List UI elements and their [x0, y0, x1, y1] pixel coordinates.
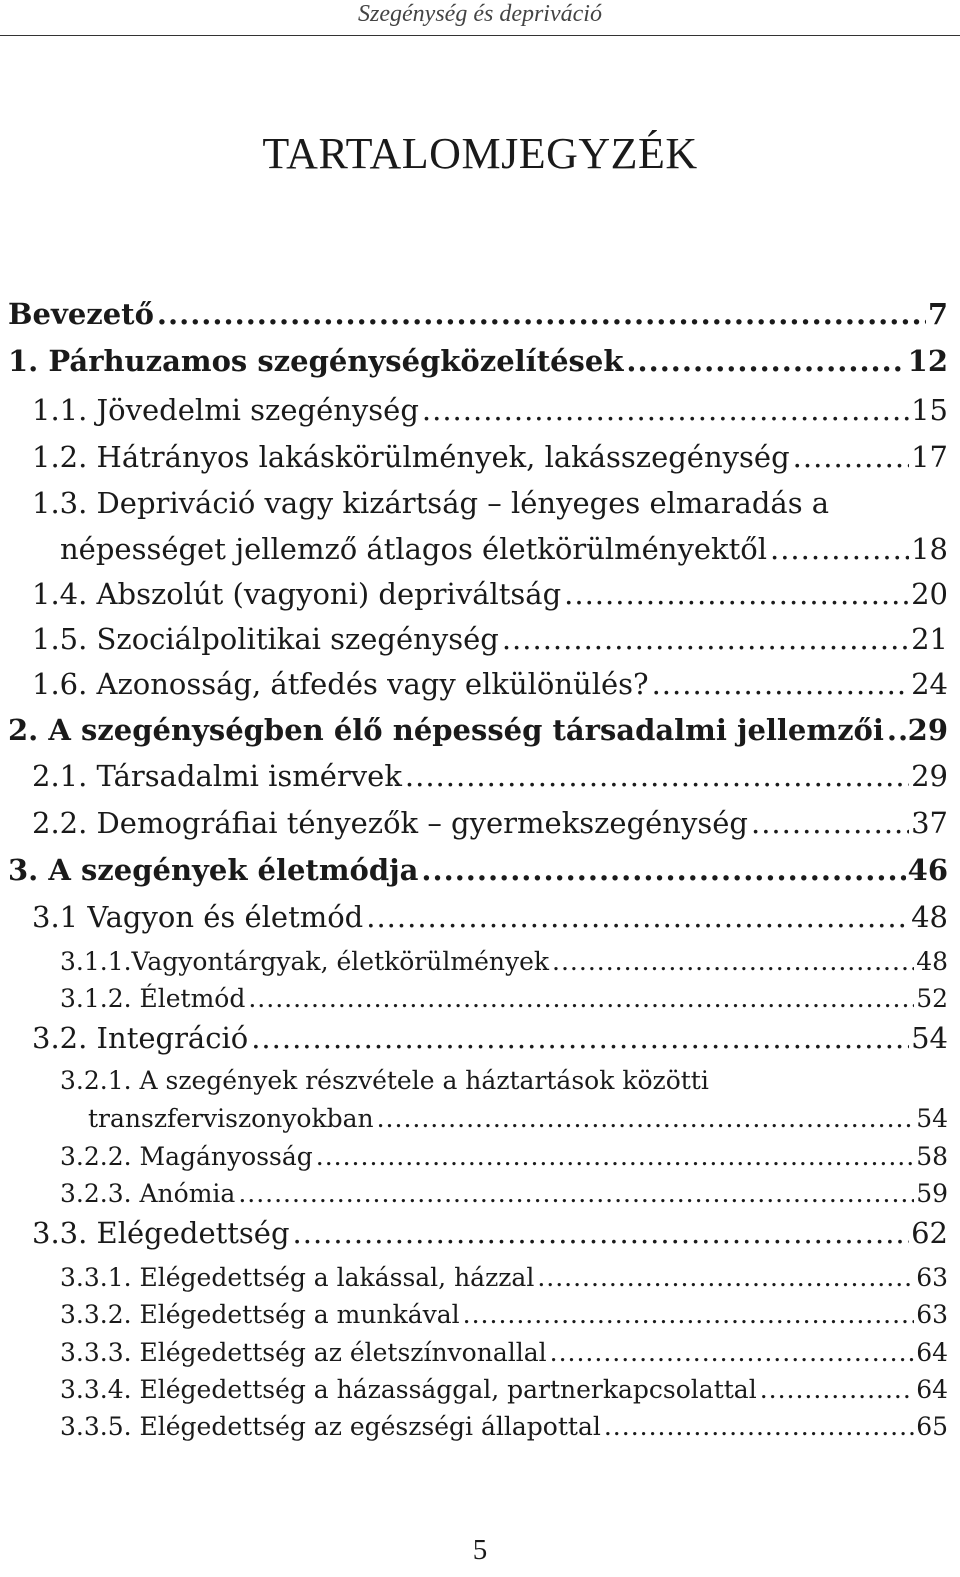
toc-entry-page: 64	[916, 1375, 948, 1404]
toc-entry-title: 3.3.1. Elégedettség a lakással, házzal	[60, 1263, 535, 1292]
toc-entry-page: 48	[911, 900, 948, 934]
toc-entry-page: 58	[916, 1142, 948, 1171]
toc-entry[interactable]	[32, 900, 948, 934]
toc-entry-page: 24	[911, 667, 948, 701]
dot-leader	[564, 577, 909, 611]
dot-leader	[422, 393, 909, 427]
toc-entry-page: 65	[916, 1412, 948, 1441]
toc-entry-title: Bevezető	[8, 297, 154, 331]
toc-entry-title: 2.2. Demográfiai tényezők – gyermekszegénység	[32, 806, 748, 840]
dot-leader	[316, 1142, 914, 1171]
toc-entry[interactable]	[60, 1412, 948, 1441]
toc-entry-page: 29	[907, 713, 948, 747]
toc-entry-title: 3.1.1.Vagyontárgyak, életkörülmények	[60, 947, 550, 976]
dot-leader	[293, 1216, 910, 1250]
toc-entry-page: 63	[916, 1300, 948, 1329]
running-header-title: Szegénység és depriváció	[358, 1, 602, 27]
toc-entry-page: 62	[911, 1216, 948, 1250]
dot-leader	[770, 532, 909, 566]
toc-entry-page: 20	[911, 577, 948, 611]
dot-leader	[552, 947, 914, 976]
toc-entry-title: 1.4. Abszolút (vagyoni) depriváltság	[32, 577, 562, 611]
dot-leader	[405, 759, 909, 793]
toc-entry-page: 54	[911, 1021, 948, 1055]
dot-leader	[604, 1412, 914, 1441]
dot-leader	[793, 440, 909, 474]
toc-entry-page: 21	[911, 622, 948, 656]
toc-entry[interactable]	[60, 1300, 948, 1329]
toc-entry-title: transzferviszonyokban	[88, 1104, 374, 1133]
toc-entry-page: 12	[907, 344, 948, 378]
dot-leader	[463, 1300, 915, 1329]
toc-entry-title-line1: 1.3. Depriváció vagy kizártság – lényeges elmaradás a	[32, 486, 830, 520]
toc-entry-page: 63	[916, 1263, 948, 1292]
toc-entry-title: 1.5. Szociálpolitikai szegénység	[32, 622, 499, 656]
toc-entry[interactable]	[8, 344, 948, 378]
toc-entry-page: 52	[916, 984, 948, 1013]
toc-entry-title: 3.1 Vagyon és életmód	[32, 900, 364, 934]
toc-entry-title: 1.6. Azonosság, átfedés vagy elkülönülés?	[32, 667, 649, 701]
dot-leader	[626, 344, 905, 378]
dot-leader	[652, 667, 910, 701]
toc-entry[interactable]	[32, 1216, 948, 1250]
toc-entry-title: 2. A szegénységben élő népesség társadalmi jellemzői	[8, 713, 884, 747]
toc-entry-title: 3.3.4. Elégedettség a házassággal, partnerkapcsolattal	[60, 1375, 757, 1404]
toc-entry-page: 48	[916, 947, 948, 976]
dot-leader	[550, 1338, 915, 1367]
toc-entry-page: 37	[911, 806, 948, 840]
dot-leader	[251, 1021, 909, 1055]
toc-entry-title-line1: 3.2.1. A szegények részvétele a háztartások közötti	[60, 1066, 709, 1095]
toc-entry-title: 3.3.5. Elégedettség az egészségi állapottal	[60, 1412, 601, 1441]
toc-entry-title: népességet jellemző átlagos életkörülményektől	[60, 532, 767, 566]
dot-leader	[421, 853, 905, 887]
toc-entry-page: 46	[907, 853, 948, 887]
toc-entry[interactable]	[8, 297, 948, 331]
dot-leader	[760, 1375, 914, 1404]
toc-entry[interactable]	[32, 806, 948, 840]
toc-entry[interactable]	[60, 947, 948, 976]
toc-entry-title: 1. Párhuzamos szegénységközelítések	[8, 344, 624, 378]
toc-entry-title: 3.3. Elégedettség	[32, 1216, 290, 1250]
dot-leader	[157, 297, 926, 331]
toc-entry[interactable]	[8, 853, 948, 887]
toc-entry[interactable]	[60, 1375, 948, 1404]
toc-entry-title: 3.3.3. Elégedettség az életszínvonallal	[60, 1338, 547, 1367]
toc-entry-title: 1.1. Jövedelmi szegénység	[32, 393, 419, 427]
toc-entry-page: 17	[911, 440, 948, 474]
toc-entry[interactable]	[60, 532, 948, 566]
toc-entry[interactable]	[32, 1021, 948, 1055]
toc-entry-page: 7	[927, 297, 948, 331]
dot-leader	[502, 622, 909, 656]
toc-entry-title: 3. A szegények életmódja	[8, 853, 419, 887]
toc-entry[interactable]	[32, 577, 948, 611]
toc-entry-title: 3.2.2. Magányosság	[60, 1142, 313, 1171]
dot-leader	[377, 1104, 915, 1133]
toc-entry-page: 18	[911, 532, 948, 566]
toc-entry[interactable]	[60, 1263, 948, 1292]
dot-leader	[751, 806, 909, 840]
toc-entry-title: 2.1. Társadalmi ismérvek	[32, 759, 402, 793]
toc-entry[interactable]	[32, 759, 948, 793]
toc-entry[interactable]	[8, 713, 948, 747]
toc-entry-page: 64	[916, 1338, 948, 1367]
toc-entry-page: 29	[911, 759, 948, 793]
dot-leader	[248, 984, 914, 1013]
dot-leader	[366, 900, 909, 934]
toc-entry[interactable]	[32, 440, 948, 474]
toc-entry-title: 3.1.2. Életmód	[60, 984, 246, 1013]
toc-entry[interactable]	[60, 1142, 948, 1171]
toc-entry[interactable]	[88, 1104, 948, 1133]
toc-entry[interactable]	[60, 1338, 948, 1367]
toc-entry[interactable]	[60, 1179, 948, 1208]
toc-entry-page: 54	[916, 1104, 948, 1133]
toc-entry-title: 3.2.3. Anómia	[60, 1179, 236, 1208]
toc-entry[interactable]	[60, 984, 948, 1013]
dot-leader	[537, 1263, 914, 1292]
dot-leader	[887, 713, 906, 747]
toc-entry-title: 3.2. Integráció	[32, 1021, 249, 1055]
toc-entry-page: 59	[916, 1179, 948, 1208]
page-title: TARTALOMJEGYZÉK	[262, 129, 698, 178]
page-number: 5	[472, 1534, 488, 1566]
dot-leader	[238, 1179, 914, 1208]
toc-entry[interactable]	[32, 667, 948, 701]
toc-entry[interactable]	[32, 622, 948, 656]
toc-entry-title: 3.3.2. Elégedettség a munkával	[60, 1300, 460, 1329]
toc-entry-page: 15	[911, 393, 948, 427]
toc-entry-title: 1.2. Hátrányos lakáskörülmények, lakásszegénység	[32, 440, 790, 474]
toc-entry[interactable]	[32, 393, 948, 427]
